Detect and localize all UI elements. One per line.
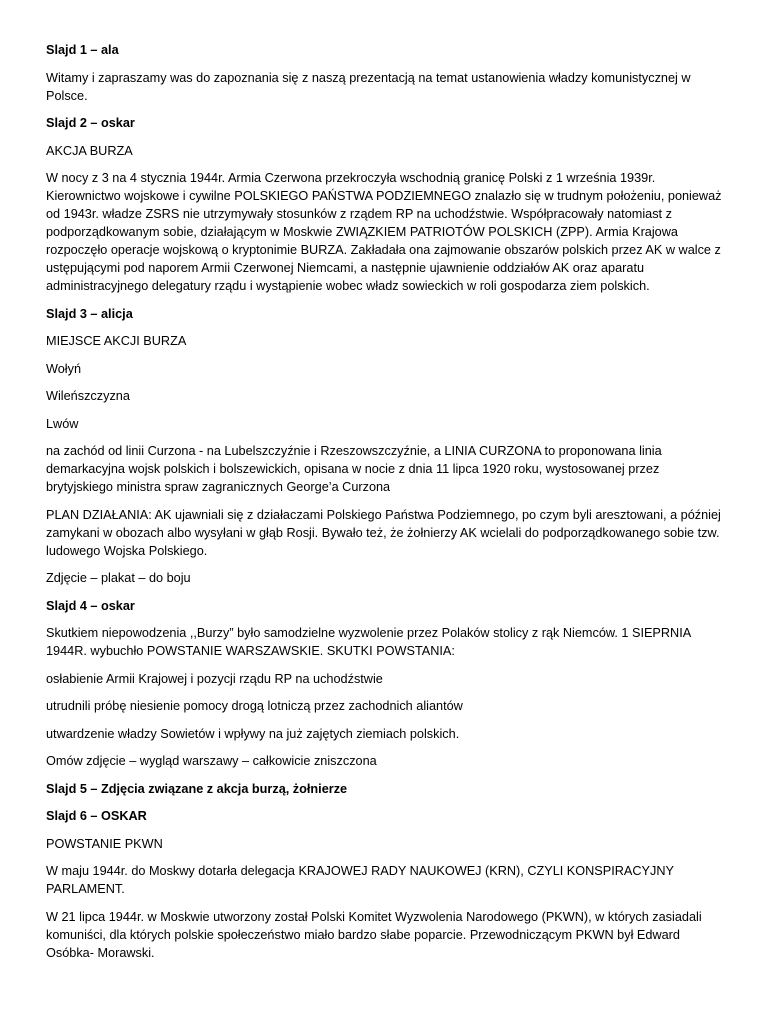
photo-note-poster: Zdjęcie – plakat – do boju [46, 571, 191, 585]
krn-paragraph: W maju 1944r. do Moskwy dotarła delegacja KRAJOWEJ RADY NAUKOWEJ (KRN), CZYLI KONSPIRACYJNY PARLAMENT. [46, 864, 674, 896]
photo-note-warsaw: Omów zdjęcie – wygląd warszawy – całkowicie zniszczona [46, 754, 377, 768]
slide-2-heading: Slajd 2 – oskar [46, 116, 135, 130]
slide-1-heading: Slajd 1 – ala [46, 43, 119, 57]
curzon-line-paragraph: na zachód od linii Curzona - na Lubelszczyźnie i Rzeszowszczyźnie, a LINIA CURZONA to proponowana linia demarkacyjna wojsk polskich i bolszewickich, opisana w nocie z dnia 11 lipca 1920 roku, wystosowanej przez brytyjskiego ministra spraw zagranicznych George’a Curzona [46, 444, 662, 494]
section-title-pkwn: POWSTANIE PKWN [46, 836, 163, 851]
slide-5-heading: Slajd 5 – Zdjęcia związane z akcja burzą, żołnierze [46, 781, 348, 796]
pkwn-paragraph: W 21 lipca 1944r. w Moskwie utworzony został Polski Komitet Wyzwolenia Narodowego (PKWN), w których zasiadali komuniści, dla których polskie społeczeństwo miało bardzo słabe poparcie. Przewodniczącym PKWN był Edward Osóbka- Morawski. [46, 909, 702, 960]
section-title-miejsce: MIEJSCE AKCJI BURZA [46, 334, 187, 348]
slide-4-heading: Slajd 4 – oskar [46, 598, 135, 613]
slide-3-heading: Slajd 3 – alicja [46, 306, 133, 321]
section-title-akcja-burza: AKCJA BURZA [46, 143, 133, 158]
effect-item-3: utwardzenie władzy Sowietów i wpływy na już zajętych ziemiach polskich. [46, 726, 460, 741]
welcome-paragraph: Witamy i zapraszamy was do zapoznania się z naszą prezentacją na temat ustanowienia władzy komunistycznej w Polsce. [46, 70, 691, 103]
slide-6-heading: Slajd 6 – OSKAR [46, 809, 147, 823]
place-item-lwow: Lwów [46, 416, 79, 431]
document-page [46, 41, 726, 971]
uprising-paragraph: Skutkiem niepowodzenia ,,Burzy” było samodzielne wyzwolenie przez Polaków stolicy z rąk Niemców. 1 SIEPRNIA 1944R. wybuchło POWSTANIE WARSZAWSKIE. SKUTKI POWSTANIA: [46, 626, 691, 658]
place-item-wolyn: Wołyń [46, 361, 82, 376]
plan-dzialania-paragraph: PLAN DZIAŁANIA: AK ujawniali się z działaczami Polskiego Państwa Podziemnego, po czym byli aresztowani, a później zamykani w obozach albo wysyłani w głąb Rosji. Bywało też, że żołnierzy AK wcielali do podporządkowanego sobie tzw. ludowego Wojska Polskiego. [46, 507, 721, 558]
effect-item-2: utrudnili próbę niesienie pomocy drogą lotniczą przez zachodnich aliantów [46, 699, 463, 713]
place-item-wilenszczyzna: Wileńszczyzna [46, 389, 130, 403]
akcja-burza-paragraph: W nocy z 3 na 4 stycznia 1944r. Armia Czerwona przekroczyła wschodnią granicę Polski z 1 września 1939r. Kierownictwo wojskowe i cywilne POLSKIEGO PAŃSTWA PODZIEMNEGO znalazło się w trudnym położeniu, ponieważ od 1943r. władze ZSRS nie utrzymywały stosunków z rządem RP na uchodźstwie. Współpracowały natomiast z podporządkowanym sobie, działającym w Moskwie ZWIĄZKIEM PATRIOTÓW POLSKICH (ZPP). Armia Krajowa rozpoczęło operacje wojskową o kryptonimie BURZA. Zakładała ona zajmowanie obszarów polskich przez AK w walce z ustępującymi pod naporem Armii Czerwonej Niemcami, a następnie ujawnienie oddziałów AK oraz aparatu administracyjnego delegatury rządu i wystąpienie wobec władz sowieckich w roli gospodarza ziem polskich. [46, 171, 722, 293]
effect-item-1: osłabienie Armii Krajowej i pozycji rządu RP na uchodźstwie [46, 671, 383, 686]
